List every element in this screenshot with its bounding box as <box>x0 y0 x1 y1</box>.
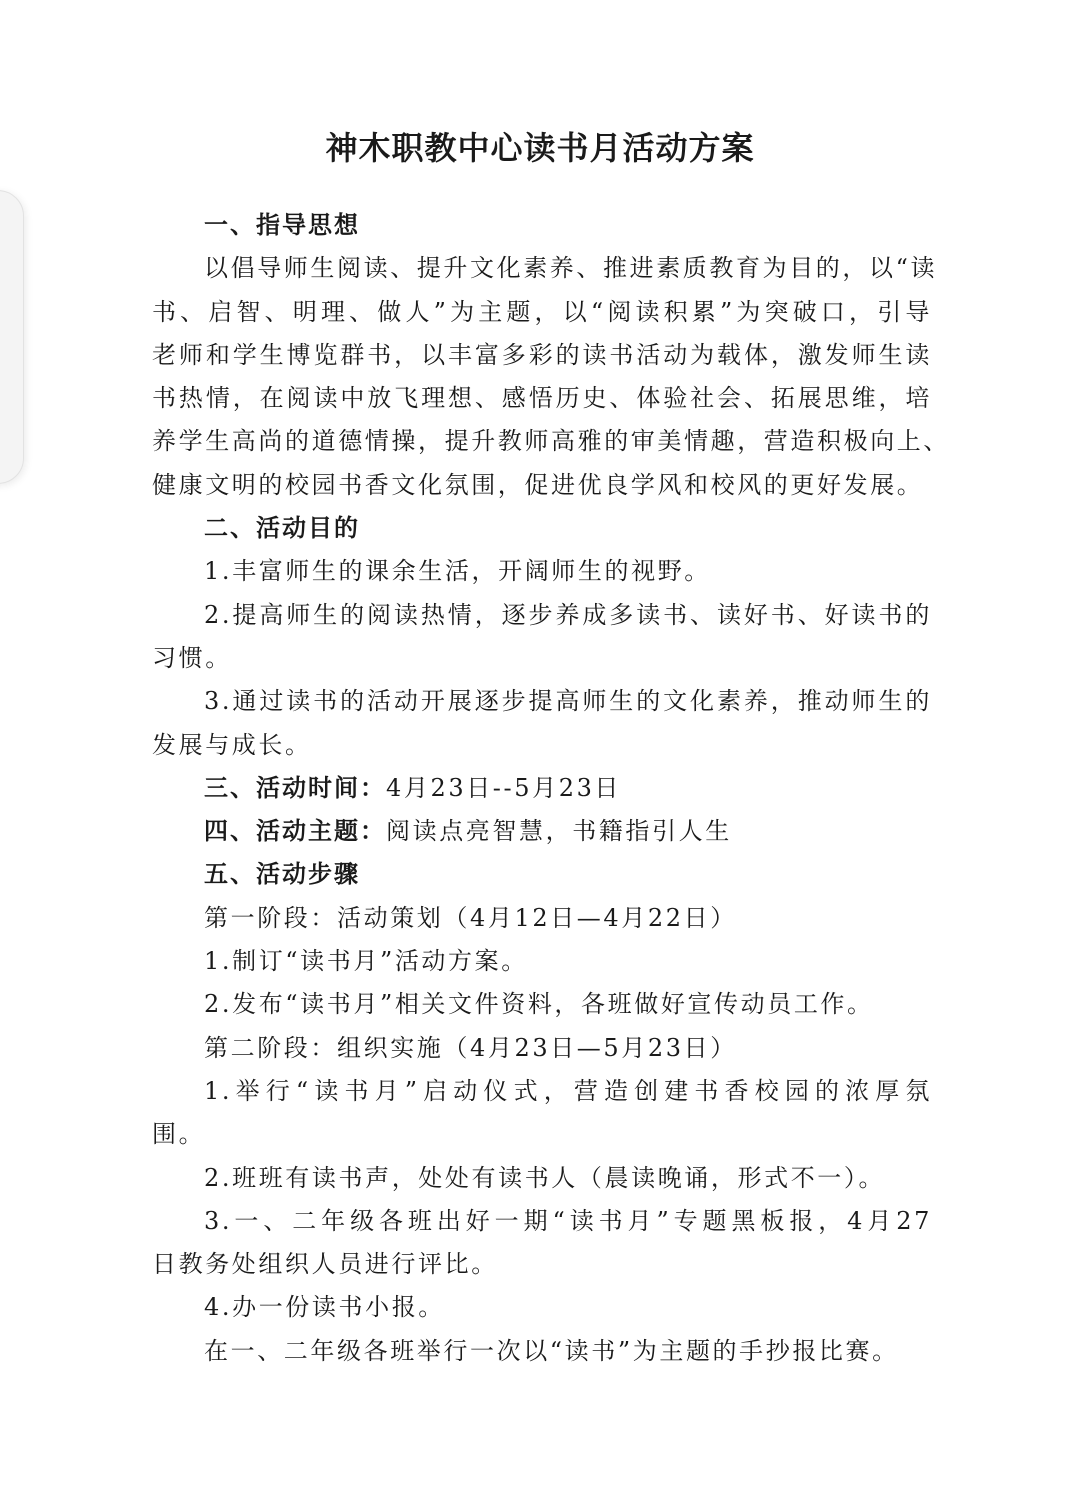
paragraph-line: 以倡导师生阅读、提升文化素养、推进素质教育为目的，以“读 <box>204 254 938 283</box>
paragraph-line: 在一、二年级各班举行一次以“读书”为主题的手抄报比赛。 <box>204 1336 899 1365</box>
activity-theme-value: 阅读点亮智慧，书籍指引人生 <box>386 817 732 846</box>
side-drawer-handle[interactable] <box>0 190 24 484</box>
list-item-continuation: 发展与成长。 <box>152 730 312 759</box>
paragraph-line: 健康文明的校园书香文化氛围，促进优良学风和校风的更好发展。 <box>152 470 924 499</box>
paragraph-line: 老师和学生博览群书，以丰富多彩的读书活动为载体，激发师生读 <box>152 340 932 369</box>
section-heading-activity-theme: 四、活动主题： <box>204 817 386 846</box>
paragraph-line: 书热情，在阅读中放飞理想、感悟历史、体验社会、拓展思维，培 <box>152 384 932 413</box>
activity-time-value: 4月23日--5月23日 <box>386 773 622 802</box>
list-item: 1.举行“读书月”启动仪式，营造创建书香校园的浓厚氛 <box>204 1076 932 1105</box>
document-title: 神木职教中心读书月活动方案 <box>325 129 755 167</box>
list-item: 2.班班有读书声，处处有读书人（晨读晚诵，形式不一）。 <box>204 1163 886 1192</box>
document-body <box>152 204 950 1373</box>
list-item: 2.发布“读书月”相关文件资料，各班做好宣传动员工作。 <box>204 990 874 1019</box>
list-item: 3.通过读书的活动开展逐步提高师生的文化素养，推动师生的 <box>204 687 932 716</box>
list-item-continuation: 围。 <box>152 1120 206 1149</box>
list-item: 2.提高师生的阅读热情，逐步养成多读书、读好书、好读书的 <box>204 600 932 629</box>
list-item: 1.制订“读书月”活动方案。 <box>204 947 528 976</box>
list-item-continuation: 日教务处组织人员进行评比。 <box>152 1250 498 1279</box>
section-heading-activity-steps: 五、活动步骤 <box>204 860 360 889</box>
paragraph-line: 养学生高尚的道德情操，提升教师高雅的审美情趣，营造积极向上、 <box>152 427 950 456</box>
phase-heading: 第一阶段：活动策划（4月12日—4月22日） <box>204 903 737 932</box>
section-heading-guiding-ideology: 一、指导思想 <box>204 211 360 239</box>
activity-theme-row <box>152 810 932 853</box>
phase-heading: 第二阶段：组织实施（4月23日—5月23日） <box>204 1033 737 1062</box>
activity-time-row <box>152 767 932 810</box>
section-heading-activity-purpose: 二、活动目的 <box>204 514 360 543</box>
list-item: 4.办一份读书小报。 <box>204 1293 445 1322</box>
list-item: 1.丰富师生的课余生活，开阔师生的视野。 <box>204 557 711 586</box>
paragraph-line: 书、启智、明理、做人”为主题，以“阅读积累”为突破口，引导 <box>152 297 932 326</box>
section-heading-activity-time: 三、活动时间： <box>204 773 386 802</box>
list-item: 3.一、二年级各班出好一期“读书月”专题黑板报，4月27 <box>204 1206 932 1235</box>
list-item-continuation: 习惯。 <box>152 643 232 672</box>
